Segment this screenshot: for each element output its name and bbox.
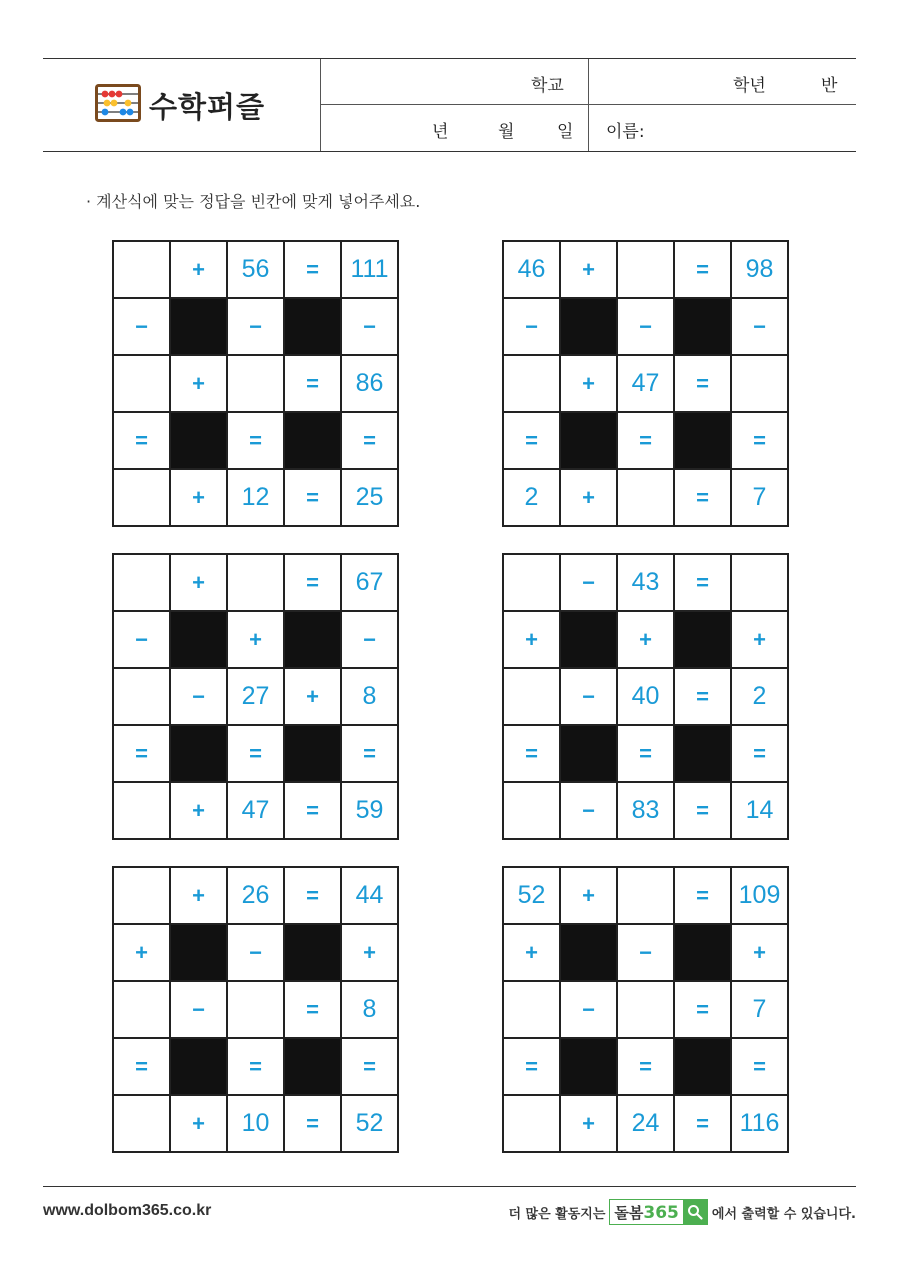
answer-cell[interactable]: [504, 783, 561, 840]
operator-cell: =: [504, 413, 561, 470]
operator-cell: =: [618, 726, 675, 783]
operator-cell: −: [342, 612, 399, 669]
name-label: 이름:: [606, 122, 645, 142]
operator-cell: =: [675, 356, 732, 413]
number-cell: 24: [618, 1096, 675, 1153]
operator-cell: =: [228, 1039, 285, 1096]
operator-cell: =: [732, 726, 789, 783]
answer-cell[interactable]: [732, 356, 789, 413]
puzzle-grid-2: [502, 240, 789, 527]
number-cell: 52: [504, 868, 561, 925]
operator-cell: =: [285, 356, 342, 413]
operator-cell: +: [342, 925, 399, 982]
operator-cell: −: [618, 925, 675, 982]
blocked-cell: [561, 299, 618, 356]
answer-cell[interactable]: [114, 783, 171, 840]
operator-cell: −: [561, 555, 618, 612]
operator-cell: +: [561, 356, 618, 413]
brand-logo[interactable]: [609, 1199, 707, 1225]
answer-cell[interactable]: [618, 982, 675, 1039]
grade-label: 학년: [733, 76, 766, 96]
blocked-cell: [675, 1039, 732, 1096]
blocked-cell: [285, 612, 342, 669]
answer-cell[interactable]: [114, 982, 171, 1039]
operator-cell: −: [228, 299, 285, 356]
number-cell: 86: [342, 356, 399, 413]
header-divider: [320, 59, 321, 151]
blocked-cell: [285, 299, 342, 356]
operator-cell: =: [675, 982, 732, 1039]
operator-cell: =: [285, 868, 342, 925]
brand-name-text: 돌봄: [614, 1203, 644, 1222]
blocked-cell: [171, 413, 228, 470]
number-cell: 59: [342, 783, 399, 840]
answer-cell[interactable]: [114, 356, 171, 413]
class-label: 반: [821, 76, 838, 96]
blocked-cell: [285, 726, 342, 783]
operator-cell: =: [342, 1039, 399, 1096]
number-cell: 46: [504, 242, 561, 299]
operator-cell: =: [285, 242, 342, 299]
number-cell: 52: [342, 1096, 399, 1153]
search-icon: [683, 1200, 707, 1224]
worksheet-header: [43, 58, 856, 152]
blocked-cell: [285, 1039, 342, 1096]
blocked-cell: [675, 726, 732, 783]
operator-cell: =: [228, 413, 285, 470]
operator-cell: =: [285, 470, 342, 527]
operator-cell: =: [285, 1096, 342, 1153]
number-cell: 116: [732, 1096, 789, 1153]
operator-cell: +: [171, 868, 228, 925]
abacus-icon: [95, 84, 141, 126]
number-cell: 43: [618, 555, 675, 612]
operator-cell: −: [114, 612, 171, 669]
number-cell: 47: [618, 356, 675, 413]
operator-cell: +: [171, 470, 228, 527]
operator-cell: +: [171, 555, 228, 612]
number-cell: 7: [732, 982, 789, 1039]
blocked-cell: [675, 299, 732, 356]
number-cell: 8: [342, 982, 399, 1039]
blocked-cell: [675, 413, 732, 470]
brand-number: 365: [643, 1202, 679, 1223]
operator-cell: =: [675, 669, 732, 726]
promo-prefix: 더 많은 활동지는: [508, 1206, 606, 1222]
operator-cell: =: [732, 413, 789, 470]
operator-cell: =: [732, 1039, 789, 1096]
blocked-cell: [675, 612, 732, 669]
blocked-cell: [561, 1039, 618, 1096]
number-cell: 83: [618, 783, 675, 840]
blocked-cell: [171, 726, 228, 783]
operator-cell: +: [171, 783, 228, 840]
operator-cell: +: [732, 612, 789, 669]
puzzle-grid-3: [112, 553, 399, 840]
number-cell: 44: [342, 868, 399, 925]
operator-cell: −: [561, 669, 618, 726]
operator-cell: +: [732, 925, 789, 982]
puzzle-grid-6: [502, 866, 789, 1153]
instruction-text: · 계산식에 맞는 정답을 빈칸에 맞게 넣어주세요.: [86, 192, 421, 211]
answer-cell[interactable]: [504, 356, 561, 413]
header-divider: [320, 104, 856, 105]
site-url[interactable]: www.dolbom365.co.kr: [43, 1202, 212, 1219]
school-label: 학교: [531, 76, 564, 96]
operator-cell: +: [171, 356, 228, 413]
page-title: 수학퍼즐: [149, 89, 266, 124]
operator-cell: =: [504, 1039, 561, 1096]
number-cell: 27: [228, 669, 285, 726]
operator-cell: −: [561, 982, 618, 1039]
operator-cell: +: [504, 925, 561, 982]
day-label: 일: [557, 122, 574, 142]
operator-cell: −: [114, 299, 171, 356]
operator-cell: =: [618, 413, 675, 470]
operator-cell: +: [285, 669, 342, 726]
operator-cell: −: [504, 299, 561, 356]
answer-cell[interactable]: [114, 470, 171, 527]
operator-cell: +: [171, 1096, 228, 1153]
blocked-cell: [171, 1039, 228, 1096]
operator-cell: =: [504, 726, 561, 783]
puzzle-grid-5: [112, 866, 399, 1153]
operator-cell: −: [171, 982, 228, 1039]
answer-cell[interactable]: [504, 669, 561, 726]
number-cell: 2: [504, 470, 561, 527]
blocked-cell: [561, 726, 618, 783]
operator-cell: −: [171, 669, 228, 726]
answer-cell[interactable]: [114, 669, 171, 726]
answer-cell[interactable]: [504, 1096, 561, 1153]
answer-cell[interactable]: [228, 982, 285, 1039]
blocked-cell: [675, 925, 732, 982]
puzzle-grid-4: [502, 553, 789, 840]
number-cell: 98: [732, 242, 789, 299]
footer-divider: [43, 1186, 856, 1187]
operator-cell: =: [675, 555, 732, 612]
operator-cell: +: [228, 612, 285, 669]
brand-name: [610, 1202, 682, 1223]
answer-cell[interactable]: [114, 1096, 171, 1153]
operator-cell: =: [114, 413, 171, 470]
operator-cell: −: [342, 299, 399, 356]
operator-cell: −: [732, 299, 789, 356]
number-cell: 47: [228, 783, 285, 840]
blocked-cell: [285, 925, 342, 982]
number-cell: 26: [228, 868, 285, 925]
number-cell: 14: [732, 783, 789, 840]
number-cell: 10: [228, 1096, 285, 1153]
answer-cell[interactable]: [228, 555, 285, 612]
blocked-cell: [561, 413, 618, 470]
operator-cell: =: [285, 555, 342, 612]
footer-promo: [508, 1199, 856, 1225]
operator-cell: +: [561, 242, 618, 299]
number-cell: 7: [732, 470, 789, 527]
number-cell: 111: [342, 242, 399, 299]
answer-cell[interactable]: [504, 982, 561, 1039]
operator-cell: −: [228, 925, 285, 982]
number-cell: 2: [732, 669, 789, 726]
header-divider: [588, 59, 589, 151]
blocked-cell: [171, 299, 228, 356]
operator-cell: =: [675, 1096, 732, 1153]
worksheet-title: [95, 84, 265, 126]
blocked-cell: [171, 925, 228, 982]
answer-cell[interactable]: [228, 356, 285, 413]
answer-cell[interactable]: [618, 242, 675, 299]
number-cell: 25: [342, 470, 399, 527]
operator-cell: =: [285, 783, 342, 840]
operator-cell: =: [618, 1039, 675, 1096]
operator-cell: +: [561, 470, 618, 527]
number-cell: 12: [228, 470, 285, 527]
operator-cell: =: [285, 982, 342, 1039]
year-label: 년: [432, 122, 449, 142]
number-cell: 109: [732, 868, 789, 925]
blocked-cell: [561, 612, 618, 669]
operator-cell: =: [342, 413, 399, 470]
blocked-cell: [285, 413, 342, 470]
operator-cell: +: [504, 612, 561, 669]
promo-suffix: 에서 출력할 수 있습니다.: [711, 1206, 856, 1222]
puzzle-grid-1: [112, 240, 399, 527]
number-cell: 56: [228, 242, 285, 299]
operator-cell: =: [675, 242, 732, 299]
operator-cell: +: [114, 925, 171, 982]
answer-cell[interactable]: [732, 555, 789, 612]
blocked-cell: [561, 925, 618, 982]
number-cell: 40: [618, 669, 675, 726]
operator-cell: +: [561, 868, 618, 925]
operator-cell: =: [675, 783, 732, 840]
operator-cell: −: [561, 783, 618, 840]
answer-cell[interactable]: [114, 868, 171, 925]
month-label: 월: [498, 122, 515, 142]
answer-cell[interactable]: [618, 470, 675, 527]
operator-cell: +: [561, 1096, 618, 1153]
operator-cell: +: [171, 242, 228, 299]
number-cell: 67: [342, 555, 399, 612]
blocked-cell: [171, 612, 228, 669]
answer-cell[interactable]: [114, 555, 171, 612]
operator-cell: −: [618, 299, 675, 356]
operator-cell: =: [342, 726, 399, 783]
operator-cell: +: [618, 612, 675, 669]
operator-cell: =: [675, 868, 732, 925]
number-cell: 8: [342, 669, 399, 726]
answer-cell[interactable]: [618, 868, 675, 925]
operator-cell: =: [114, 726, 171, 783]
operator-cell: =: [228, 726, 285, 783]
answer-cell[interactable]: [504, 555, 561, 612]
operator-cell: =: [114, 1039, 171, 1096]
operator-cell: =: [675, 470, 732, 527]
answer-cell[interactable]: [114, 242, 171, 299]
